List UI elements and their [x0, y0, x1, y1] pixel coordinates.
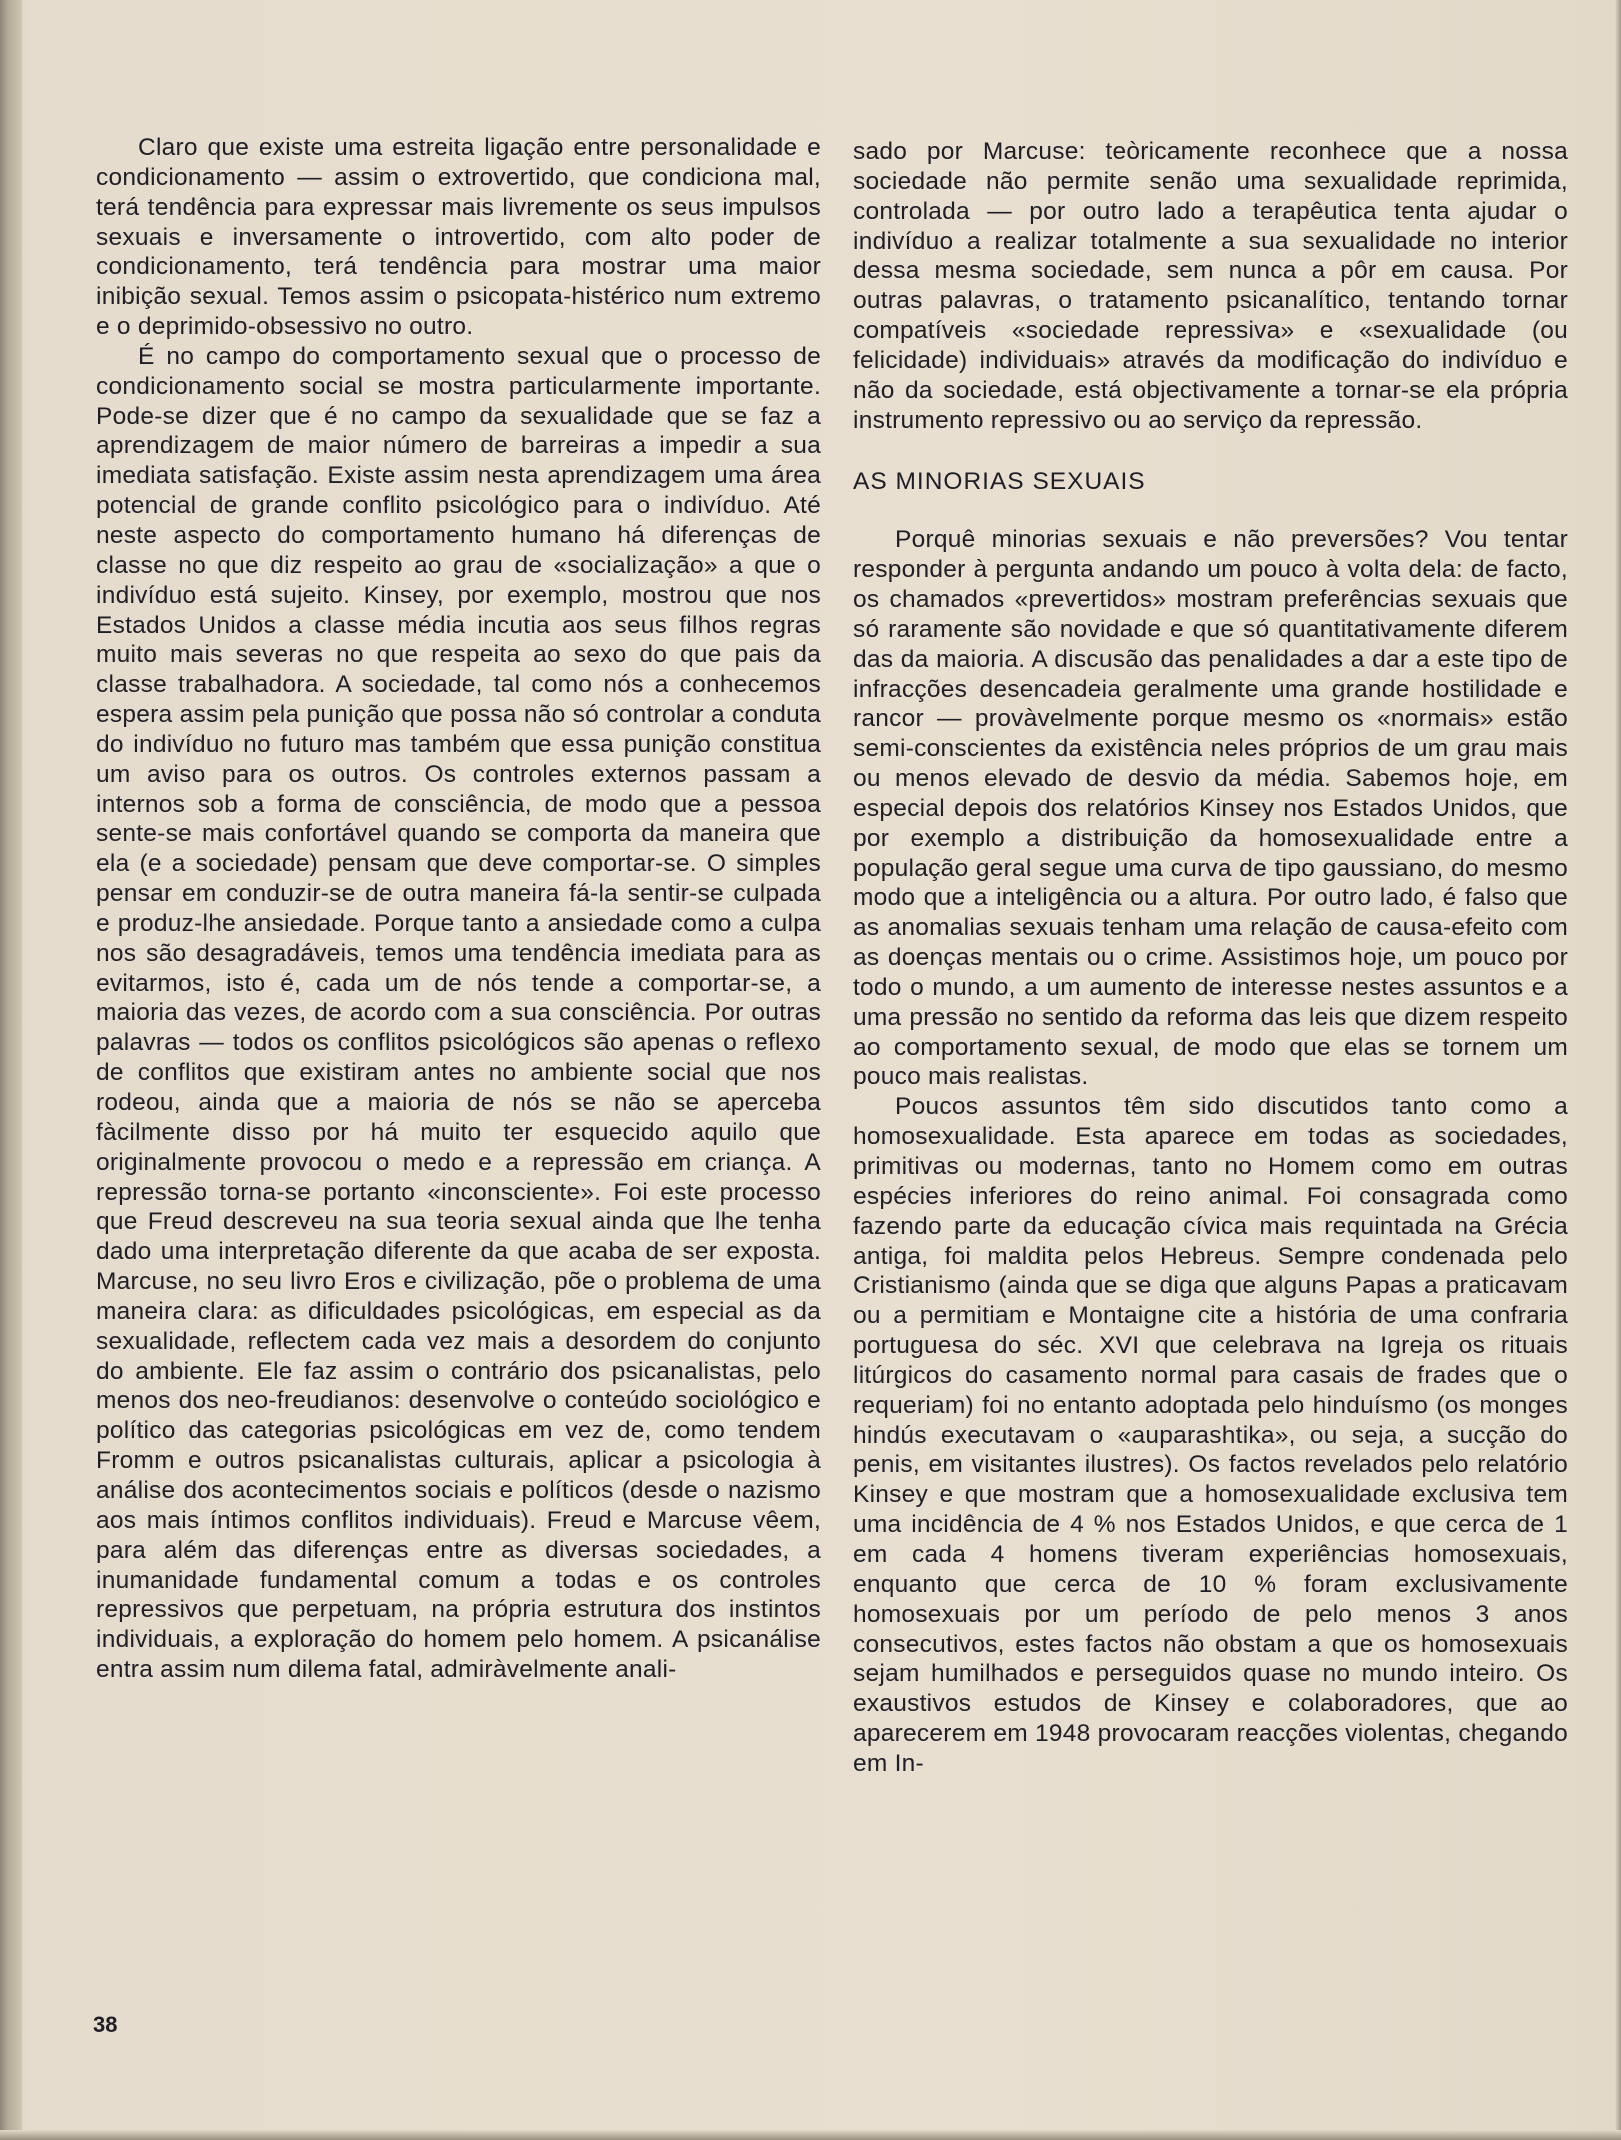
paragraph: É no campo do comportamento sexual que o processo de condicionamento social se mostra particularmente importante. Pode-se dizer que é no campo da sexualidade que se faz a aprendizagem de maior número de barreiras a impedir a sua imediata satisfação. Existe assim nesta aprendizagem uma área potencial de grande conflito psicológico para o indivíduo. Até neste aspecto do comportamento humano há diferenças de classe no que diz respeito ao grau de «socialização» a que o indivíduo está sujeito. Kinsey, por exemplo, mostrou que nos Estados Unidos a classe média incutia aos seus filhos regras muito mais severas no que respeita ao sexo do que pais da classe trabalhadora. A sociedade, tal como nós a conhecemos espera assim pela punição que possa não só controlar a conduta do indivíduo no futuro mas também que essa punição constitua um aviso para os outros. Os controles externos passam a internos sob a forma de consciência, de modo que a pessoa sente-se mais confortável quando se comporta da maneira que ela (e a sociedade) pensam que deve comportar-se. O simples pensar em conduzir-se de outra maneira fá-la sentir-se culpada e produz-lhe ansiedade. Porque tanto a ansiedade como a culpa nos são desagradáveis, temos uma tendência imediata para as evitarmos, isto é, cada um de nós tende a comportar-se, a maioria das vezes, de acordo com a sua consciência. Por outras palavras — todos os conflitos psicológicos são apenas o reflexo de conflitos que existiram antes no ambiente social que nos rodeou, ainda que a maioria de nós se não se aperceba fàcilmente disso por há muito ter esquecido aquilo que originalmente provocou o medo e a repressão em criança. A repressão torna-se portanto «inconsciente». Foi este processo que Freud descreveu na sua teoria sexual ainda que lhe tenha dado uma interpretação diferente da que acaba de ser exposta. Marcuse, no seu livro Eros e civilização, põe o problema de uma maneira clara: as dificuldades psicológicas, em especial as da sexualidade, reflectem cada vez mais a desordem do conjunto do ambiente. Ele faz assim o contrário dos psicanalistas, pelo menos dos neo-freudianos: desenvolve o conteúdo sociológico e político das categorias psicológicas em vez de, como tendem Fromm e outros psicanalistas culturais, aplicar a psicologia à análise dos acontecimentos sociais e políticos (desde o nazismo aos mais íntimos conflitos individuais). Freud e Marcuse vêem, para além das diferenças entre as diversas sociedades, a inumanidade fundamental comum a todas e os controles repressivos que perpetuam, na própria estrutura dos instintos individuais, a exploração do homem pelo homem. A psicanálise entra assim num dilema fatal, admiràvelmente anali-	[96, 342, 821, 1684]
paragraph-continuation: sado por Marcuse: teòricamente reconhece que a nossa sociedade não permite senão uma sexualidade reprimida, controlada — por outro lado a terapêutica tenta ajudar o indivíduo a realizar totalmente a sua sexualidade no interior dessa mesma sociedade, sem nunca a pôr em causa. Por outras palavras, o tratamento psicanalítico, tentando tornar compatíveis «sociedade repressiva» e «sexualidade (ou felicidade) individuais» através da modificação do indivíduo e não da sociedade, está objectivamente a tornar-se ela própria instrumento repressivo ou ao serviço da repressão.	[853, 138, 1568, 434]
paragraph: Porquê minorias sexuais e não preversões? Vou tentar responder à pergunta andando um pouco à volta dela: de facto, os chamados «prevertidos» mostram preferências sexuais que só raramente são novidade e que só quantitativamente diferem das da maioria. A discusão das penalidades a dar a este tipo de infracções desencadeia geralmente uma grande hostilidade e rancor — provàvelmente porque mesmo os «normais» estão semi-conscientes da existência neles próprios de um grau mais ou menos elevado de desvio da média. Sabemos hoje, em especial depois dos relatórios Kinsey nos Estados Unidos, que por exemplo a distribuição da homosexualidade entre a população geral segue uma curva de tipo gaussiano, do mesmo modo que a inteligência ou a altura. Por outro lado, é falso que as anomalias sexuais tenham uma relação de causa-efeito com as doenças mentais ou o crime. Assistimos hoje, um pouco por todo o mundo, a um aumento de interesse nestes assuntos e a uma pressão no sentido da reforma das leis que dizem respeito ao comportamento sexual, de modo que elas se tornem um pouco mais realistas.	[853, 526, 1568, 1091]
page-edge-bottom	[0, 2130, 1621, 2140]
right-column	[853, 137, 1568, 1779]
page-number: 38	[93, 2012, 118, 2037]
paragraph: Poucos assuntos têm sido discutidos tanto como a homosexualidade. Esta aparece em todas as sociedades, primitivas ou modernas, tanto no Homem como em outras espécies inferiores do reino animal. Foi consagrada como fazendo parte da educação cívica mais requintada na Grécia antiga, foi maldita pelos Hebreus. Sempre condenada pelo Cristianismo (ainda que se diga que alguns Papas a praticavam ou a permitiam e Montaigne cite a história de uma confraria portuguesa do séc. XVI que celebrava na Igreja os rituais litúrgicos do casamento normal para casais de frades que o requeriam) foi no entanto adoptada pelo hinduísmo (os monges hindús executavam o «auparashtika», ou seja, a sucção do penis, em visitantes ilustres). Os factos revelados pelo relatório Kinsey e que mostram que a homosexualidade exclusiva tem uma incidência de 4 % nos Estados Unidos, e que cerca de 1 em cada 4 homens tiveram experiências homosexuais, enquanto que cerca de 10 % foram exclusivamente homosexuais por um período de pelo menos 3 anos consecutivos, estes factos não obstam a que os homosexuais sejam humilhados e perseguidos quase no mundo inteiro. Os exaustivos estudos de Kinsey e colaboradores, que ao aparecerem em 1948 provocaram reacções violentas, chegando em In-	[853, 1093, 1568, 1777]
page-edge-right	[1615, 0, 1621, 2140]
book-spine-shadow	[0, 0, 22, 2140]
section-heading: AS MINORIAS SEXUAIS	[853, 468, 1146, 496]
left-column	[96, 133, 821, 1685]
paragraph: Claro que existe uma estreita ligação entre personalidade e condicionamento — assim o extrovertido, que condiciona mal, terá tendência para expressar mais livremente os seus impulsos sexuais e inversamente o introvertido, com alto poder de condicionamento, terá tendência para mostrar uma maior inibição sexual. Temos assim o psicopata-histérico num extremo e o deprimido-obsessivo no outro.	[96, 134, 821, 341]
